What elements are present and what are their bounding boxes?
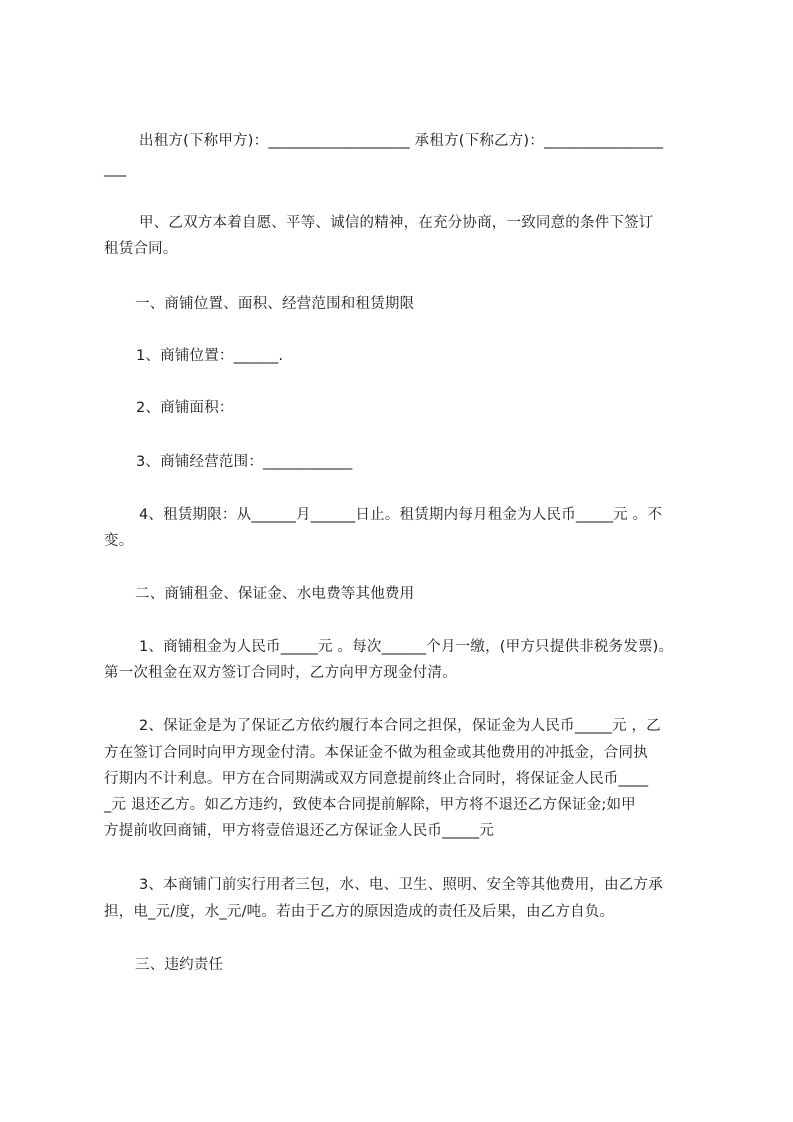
section-2-item-1-line-1: 1、商铺租金为人民币_____元 。每次______个月一缴，(甲方只提供非税务发票)。 (139, 639, 674, 655)
parties-line-2: ___ (104, 161, 127, 177)
section-1-heading: 一、商铺位置、面积、经营范围和租赁期限 (135, 296, 415, 312)
parties-line-1: 出租方(下称甲方)：___________________ 承租方(下称乙方)：________________ (139, 133, 664, 149)
section-2-item-3-line-1: 3、本商铺门前实行用者三包，水、电、卫生、照明、安全等其他费用，由乙方承 (139, 877, 663, 893)
section-2-item-2-line-3: 行期内不计利息。甲方在合同期满或双方同意提前终止合同时，将保证金人民币____ (104, 771, 649, 787)
section-2-heading: 二、商铺租金、保证金、水电费等其他费用 (135, 586, 415, 602)
section-1-item-4-line-1: 4、租赁期限：从______月______日止。租赁期内每月租金为人民币_____元 。不 (139, 507, 663, 523)
section-1-item-4-line-2: 变。 (104, 533, 134, 549)
section-2-item-2-line-1: 2、保证金是为了保证乙方依约履行本合同之担保，保证金为人民币_____元 ，乙 (139, 718, 661, 734)
section-2-item-1-line-2: 第一次租金在双方签订合同时，乙方向甲方现金付清。 (104, 665, 457, 681)
section-1-item-3: 3、商铺经营范围：____________ (136, 454, 353, 470)
intro-line-1: 甲、乙双方本着自愿、平等、诚信的精神，在充分协商，一致同意的条件下签订 (139, 215, 654, 231)
section-2-item-3-line-2: 担，电_元/度，水_元/吨。若由于乙方的原因造成的责任及后果，由乙方自负。 (104, 904, 615, 920)
section-1-item-1: 1、商铺位置：______. (136, 348, 284, 364)
section-3-heading: 三、违约责任 (135, 957, 224, 973)
section-2-item-2-line-2: 方在签订合同时向甲方现金付清。本保证金不做为租金或其他费用的冲抵金，合同执 (104, 745, 648, 761)
section-2-item-2-line-4: _元 退还乙方。如乙方违约，致使本合同提前解除，甲方将不退还乙方保证金;如甲 (104, 797, 636, 813)
intro-line-2: 租赁合同。 (104, 241, 178, 257)
section-2-item-2-line-5: 方提前收回商铺，甲方将壹倍退还乙方保证金人民币_____元 (104, 823, 495, 839)
section-1-item-2: 2、商铺面积： (136, 400, 234, 416)
